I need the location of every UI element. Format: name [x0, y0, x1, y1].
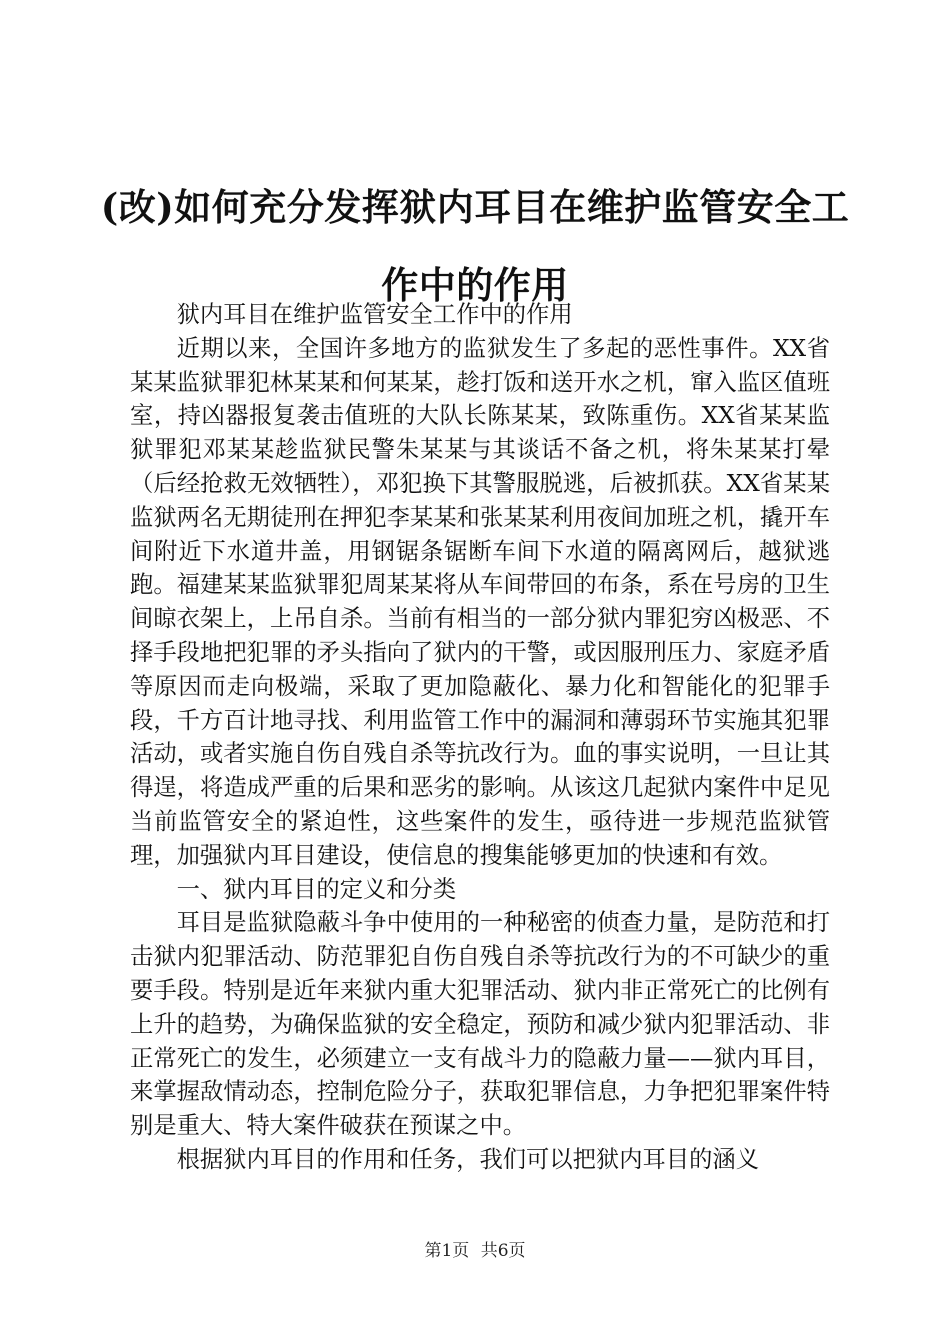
body-paragraph: 根据狱内耳目的作用和任务，我们可以把狱内耳目的涵义 [176, 1145, 760, 1173]
subtitle-paragraph: 狱内耳目在维护监管安全工作中的作用 [176, 301, 573, 328]
page-total: 共6页 [480, 1241, 526, 1261]
body-paragraph: 近期以来，全国许多地方的监狱发生了多起的恶性事件。XX省某某监狱罪犯林某某和何某某，趁打饭和送开水之机，窜入监区值班室，持凶器报复袭击值班的大队长陈某某，致陈重伤。XX省某某监狱罪犯邓某某趁监狱民警朱某某与其谈话不备之机，将朱某某打晕（后经抢救无效牺牲），邓犯换下其警服脱逃，后被抓获。XX省某某监狱两名无期徒刑在押犯李某某和张某某利用夜间加班之机，撬开车间附近下水道井盖，用钢锯条锯断车间下水道的隔离网后，越狱逃跑。福建某某监狱罪犯周某某将从车间带回的布条，系在号房的卫生间晾衣架上，上吊自杀。当前有相当的一部分狱内罪犯穷凶极恶、不择手段地把犯罪的矛头指向了狱内的干警，或因服刑压力、家庭矛盾等原因而走向极端，采取了更加隐蔽化、暴力化和智能化的犯罪手段，千方百计地寻找、利用监管工作中的漏洞和薄弱环节实施其犯罪活动，或者实施自伤自残自杀等抗改行为。血的事实说明，一旦让其得逞，将造成严重的后果和恶劣的影响。从该这几起狱内案件中足见当前监管安全的紧迫性，这些案件的发生，亟待进一步规范监狱管理，加强狱内耳目建设，使信息的搜集能够更加的快速和有效。 [130, 334, 830, 869]
body-paragraph: 耳目是监狱隐蔽斗争中使用的一种秘密的侦查力量，是防范和打击狱内犯罪活动、防范罪犯自伤自残自杀等抗改行为的不可缺少的重要手段。特别是近年来狱内重大犯罪活动、狱内非正常死亡的比例有上升的趋势，为确保监狱的安全稳定，预防和减少狱内犯罪活动、非正常死亡的发生，必须建立一支有战斗力的隐蔽力量——狱内耳目，来掌握敌情动态，控制危险分子，获取犯罪信息，力争把犯罪案件特别是重大、特大案件破获在预谋之中。 [130, 909, 830, 1140]
page-footer [0, 1236, 950, 1261]
document-title: (改)如何充分发挥狱内耳目在维护监管安全工作中的作用 [100, 185, 850, 307]
page-number: 第1页 [424, 1241, 470, 1261]
document-body [130, 298, 830, 1177]
section-heading: 一、狱内耳目的定义和分类 [176, 875, 457, 903]
